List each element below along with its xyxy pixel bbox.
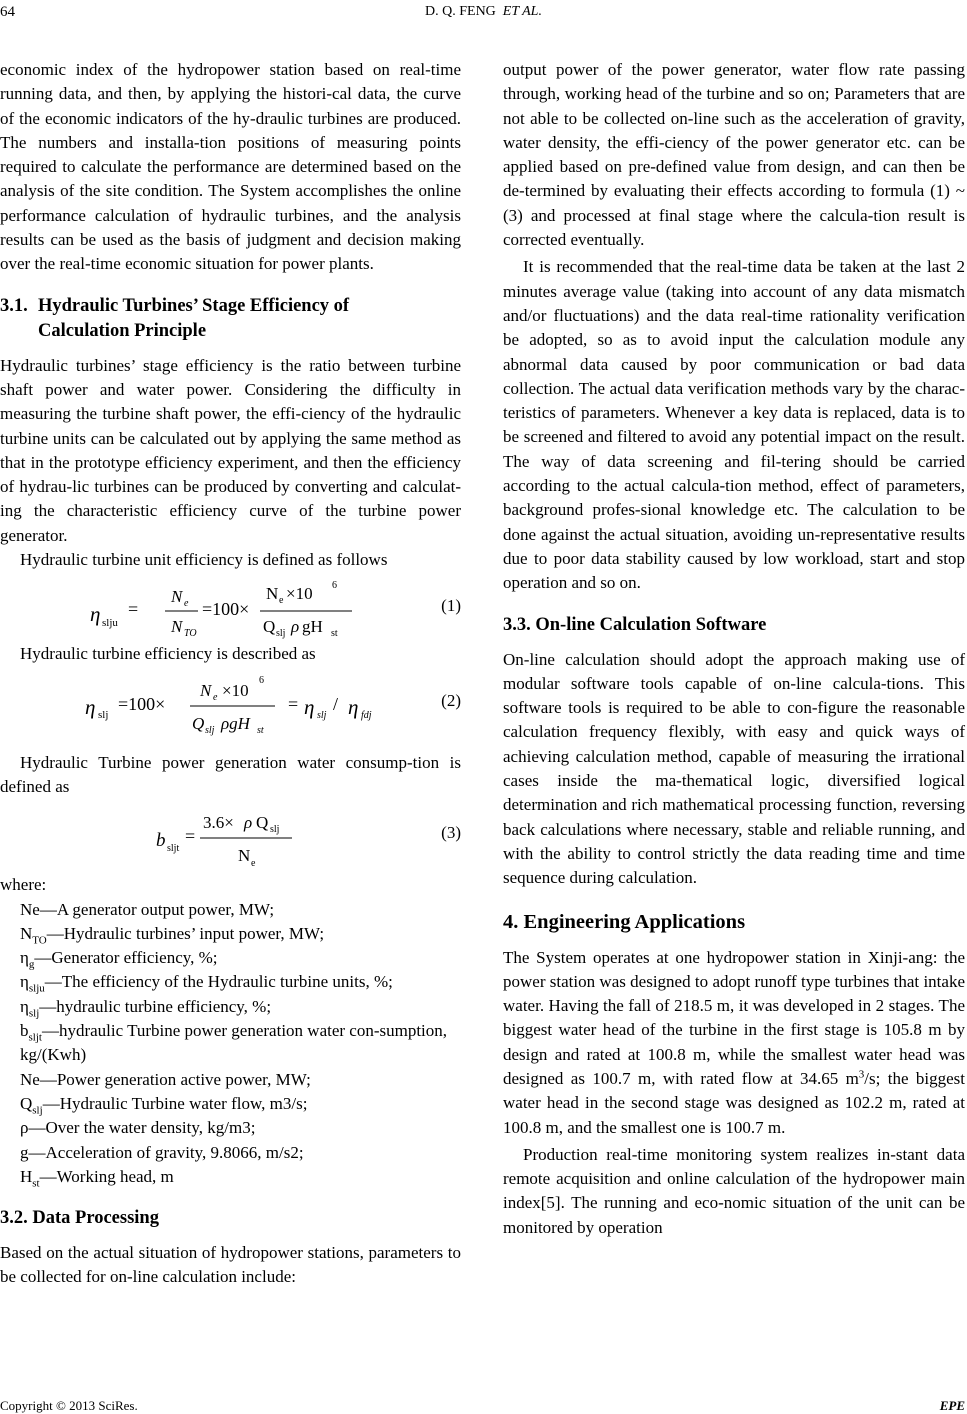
section-3-1-title-line2: Calculation Principle (38, 320, 207, 341)
svg-text:slj: slj (276, 628, 286, 640)
svg-text:TO: TO (184, 628, 197, 640)
equation-3 (0, 799, 461, 873)
definition-symbol: H (20, 1166, 33, 1186)
definition-item (0, 1019, 461, 1068)
svg-text:=: = (128, 599, 139, 620)
running-header-authors: D. Q. FENG (425, 4, 496, 19)
applications-text-b: /s; the biggest water head in the second stage was designed as 102.2 m, rated at 100.8 m, and the smallest one is 100.7 m. (503, 1068, 965, 1137)
definition-text: —Working head, m (39, 1166, 174, 1186)
svg-text:6: 6 (259, 674, 264, 686)
definition-subscript: slju (28, 982, 45, 995)
running-header-etal: ET AL. (502, 4, 542, 19)
svg-text:slj: slj (317, 709, 327, 721)
definition-subscript: slj (28, 1007, 40, 1020)
unit-efficiency-intro: Hydraulic turbine unit efficiency is defined as follows (20, 550, 388, 570)
definition-symbol: Ne (20, 1069, 40, 1089)
svg-text:N: N (200, 680, 212, 700)
definition-subscript: g (28, 958, 35, 971)
symbol-definitions (0, 898, 461, 1190)
definition-text: —Acceleration of gravity, 9.8066, m/s2; (28, 1142, 304, 1162)
definition-subscript: sljt (28, 1031, 42, 1044)
intro-paragraph: economic index of the hydropower station based on real-time running data, and then, by applying the histori-cal data, the curve of the economic indicators of the hy-draulic turbines are produced. The numbers and installa-tion positions of measuring points required to calculate the performance are determined based on the analysis of the site condition. The System accomplishes the online performance calculation of hydraulic turbines, and the analysis results can be used as the basis of judgment and decision making over the real-time economic situation for power plants. (0, 60, 461, 274)
svg-text:3.6×: 3.6× (203, 813, 234, 833)
copyright-footer: Copyright © 2013 SciRes. (0, 1398, 138, 1413)
svg-text:Q: Q (256, 813, 269, 833)
definition-symbol: η (20, 996, 29, 1016)
svg-text:e: e (279, 595, 284, 607)
applications-sup: 3 (858, 1068, 865, 1081)
svg-text:/: / (333, 693, 339, 714)
svg-text:η: η (304, 694, 315, 719)
definition-symbol: N (20, 923, 33, 943)
svg-text:e: e (213, 691, 218, 703)
definition-subscript: st (32, 1177, 40, 1190)
section-3-1-title-line1: Hydraulic Turbines’ Stage Efficiency of (38, 295, 350, 316)
journal-abbrev: EPE (939, 1398, 965, 1413)
definition-text: —Hydraulic Turbine water flow, m3/s; (42, 1093, 308, 1113)
definition-item (0, 1068, 461, 1092)
definition-text: —Power generation active power, MW; (39, 1069, 311, 1089)
svg-text:×10: ×10 (286, 584, 313, 604)
efficiency-paragraph: Hydraulic turbines’ stage efficiency is the ratio between turbine shaft power and water power. Considering the difficulty in measuring the turbine shaft power, the effi-ciency of the hydraulic turbine units can be calculated out by applying the same method as that in the prototype efficiency experiment, and then the efficiency of hydrau-lic turbines can be produced by converting and calculat-ing the characteristic efficiency curve of the turbine power generator. (0, 355, 461, 545)
svg-text:=100×: =100× (202, 599, 250, 620)
svg-text:N: N (266, 584, 279, 604)
svg-text:st: st (331, 628, 338, 640)
definition-text: —Generator efficiency, %; (34, 948, 218, 968)
where-label: where: (0, 875, 47, 895)
definition-symbol: η (20, 972, 29, 992)
real-time-data-paragraph: It is recommended that the real-time data be taken at the last 2 minutes average value (taking into account of any data mismatch and/or fluctuations) and the data real-time rationality verification be adopted, so as to avoid input the calculation module any abnormal data caused by poor communication or bad data collection. The actual data verification methods vary by the charac-teristics of parameters. Whenever a key data is replaced, data is to be screened and filtered to avoid any potential impact on the result. The way of data screening and fil-tering should be carried according to the actual calcula-tion method, effect of parameters, background profes-sional knowledge etc. The calculation to be done against the actual situation, avoiding un-representative results due to poor data stability caused by low workload, start and stop operation and so on. (503, 257, 965, 593)
equation-2-formula (0, 667, 420, 741)
equation-2 (0, 667, 461, 741)
definition-text: —Hydraulic turbines’ input power, MW; (46, 923, 325, 943)
section-4-heading: 4. Engineering Applications (503, 910, 746, 933)
svg-text:ρ: ρ (244, 813, 253, 833)
definition-item (0, 898, 461, 922)
svg-text:Q: Q (192, 713, 205, 733)
svg-text:N: N (171, 587, 183, 607)
svg-text:=: = (185, 826, 196, 847)
svg-text:slju: slju (102, 617, 118, 630)
definition-subscript: TO (32, 934, 47, 947)
monitoring-paragraph: Production real-time monitoring system realizes in-stant data remote acquisition and online calculation of the hydropower main index[5]. The running and eco-nomic situation of the unit can be monitored by operation (503, 1144, 965, 1237)
page-number: 64 (0, 4, 15, 20)
svg-text:gH: gH (302, 617, 323, 637)
definition-item (0, 970, 461, 994)
svg-text:N: N (171, 617, 183, 637)
definition-symbol: η (20, 948, 29, 968)
svg-text:sljt: sljt (167, 843, 180, 855)
definition-text: —hydraulic turbine efficiency, %; (39, 996, 272, 1016)
definition-item (0, 1165, 461, 1189)
section-3-1-number: 3.1. (0, 295, 28, 316)
svg-text:η: η (85, 694, 96, 719)
definition-text: —The efficiency of the Hydraulic turbine units, %; (44, 972, 393, 992)
svg-text:fdj: fdj (361, 709, 372, 721)
water-consumption-intro: Hydraulic Turbine power generation water consump-tion is defined as (0, 752, 461, 796)
definition-item (0, 1092, 461, 1116)
parameters-paragraph: output power of the power generator, water flow rate passing through, working head of the turbine and so on; Parameters that are not able to be collected on-line such as the acceleration of gravity, water density, the effi-ciency of the power generator etc. can be applied based on pre-defined value from design, and can then be de-termined by evaluating their effects according to formula (1) ~ (3) and processed at final stage where the calcula-tion result is corrected eventually. (503, 60, 965, 250)
section-3-1-heading (0, 294, 461, 344)
svg-text:ρgH: ρgH (221, 713, 250, 733)
applications-text-a: The System operates at one hydropower station in Xinji-ang: the power station was designed to adopt runoff type turbines that intake water. Having the fall of 218.5 m, it was developed in 2 stages. The biggest water head of the turbine in the first stage is 105.8 m by design and rated at 100.8 m, while the smallest water head was designed as 100.7 m, with rated flow at 34.65 m (503, 947, 965, 1088)
definition-symbol: g (20, 1142, 29, 1162)
svg-text:ρ: ρ (291, 617, 300, 637)
definition-item (0, 946, 461, 970)
section-3-3-heading: 3.3. On-line Calculation Software (503, 614, 767, 635)
right-column (503, 58, 965, 1240)
svg-text:η: η (90, 602, 101, 627)
definition-text: —A generator output power, MW; (39, 899, 275, 919)
svg-text:b: b (156, 830, 166, 852)
equation-2-number: (2) (441, 690, 461, 710)
running-header (0, 4, 967, 20)
definition-symbol: ρ (20, 1118, 29, 1138)
svg-text:Q: Q (263, 617, 276, 637)
svg-text:η: η (348, 694, 359, 719)
definition-text: —Over the water density, kg/m3; (28, 1118, 256, 1138)
applications-paragraph (503, 946, 965, 1140)
definition-subscript: slj (32, 1104, 43, 1117)
equation-1 (0, 572, 461, 642)
svg-text:6: 6 (332, 580, 337, 592)
online-software-paragraph: On-line calculation should adopt the approach making use of modular software tools capable of on-line calcula-tions. This software tools is required to be able to con-figure the reasonable calculation frequency flexibly, with easy and quick ways of achieving calculation method, capable of measuring the irrational cases inside the ma-thematical logic, diversified logical determination and rich mathematical processing function, reversing back calculations where necessary, stable and reliable running, and with the ability to control strictly the data reading time and time sequence during calculation. (503, 649, 965, 888)
section-3-2-heading: 3.2. Data Processing (0, 1208, 159, 1229)
equation-1-formula (0, 572, 420, 642)
svg-text:st: st (257, 724, 264, 736)
definition-text: —hydraulic Turbine power generation water con-sumption, kg/(Kwh) (20, 1021, 448, 1065)
definition-item (0, 995, 461, 1019)
definition-symbol: Ne (20, 899, 40, 919)
data-processing-paragraph: Based on the actual situation of hydropower stations, parameters to be collected for on-line calculation include: (0, 1243, 461, 1287)
svg-text:e: e (251, 858, 256, 870)
definition-item (0, 1141, 461, 1165)
equation-1-number: (1) (441, 596, 461, 616)
definition-item (0, 1116, 461, 1140)
svg-text:slj: slj (205, 724, 215, 736)
definition-symbol: b (20, 1021, 29, 1041)
left-column (0, 58, 461, 1290)
equation-3-number: (3) (441, 823, 461, 843)
svg-text:=: = (288, 693, 299, 714)
svg-text:slj: slj (98, 708, 109, 721)
equation-3-formula (0, 799, 420, 873)
svg-text:slj: slj (270, 824, 280, 836)
svg-text:=100×: =100× (118, 693, 166, 714)
svg-text:N: N (238, 846, 251, 866)
definition-item (0, 922, 461, 946)
turbine-efficiency-intro: Hydraulic turbine efficiency is described as (20, 644, 316, 664)
definition-symbol: Q (20, 1093, 33, 1113)
svg-text:×10: ×10 (222, 680, 249, 700)
svg-text:e: e (184, 598, 189, 610)
